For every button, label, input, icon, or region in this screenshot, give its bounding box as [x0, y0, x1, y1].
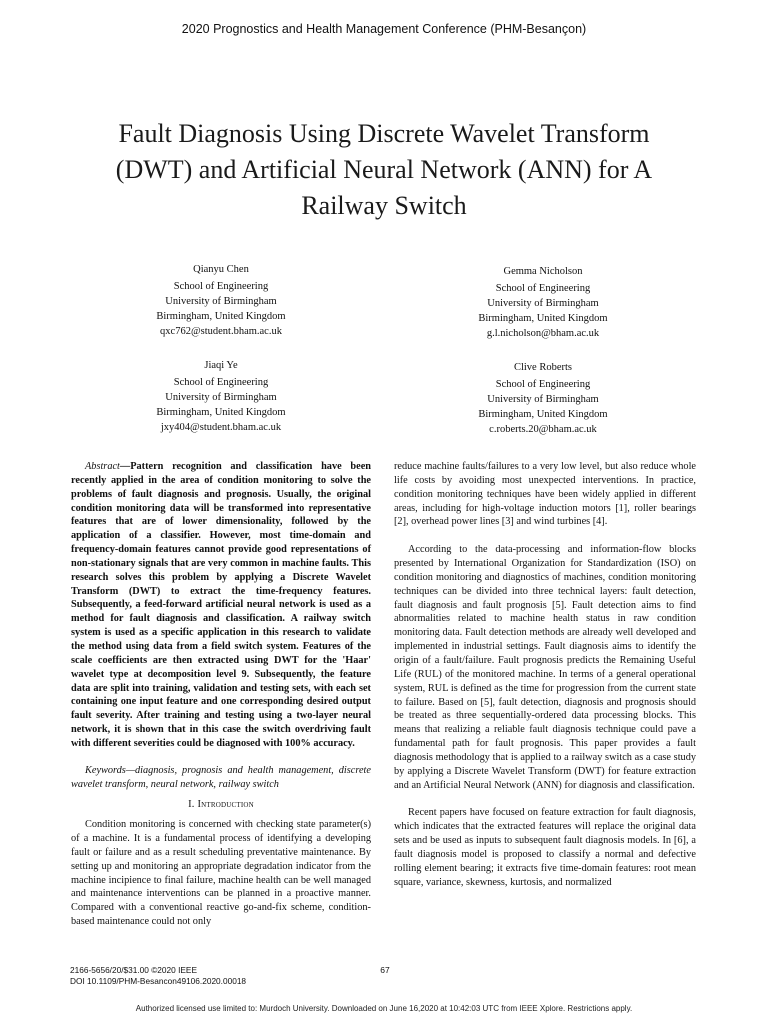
author-university: University of Birmingham: [487, 298, 599, 309]
author-university: University of Birmingham: [165, 296, 277, 307]
page-number: 67: [380, 965, 390, 975]
section-numeral: I.: [188, 799, 195, 811]
author-name: Clive Roberts: [513, 362, 573, 373]
author-block: [418, 264, 668, 341]
author-name: Jiaqi Ye: [204, 360, 238, 371]
author-location: Birmingham, United Kingdom: [156, 311, 286, 322]
title-line: Fault Diagnosis Using Discrete Wavelet Transform: [118, 119, 650, 148]
abstract-label: Abstract: [85, 461, 120, 472]
abstract-dash: —: [119, 461, 131, 472]
author-email: g.l.nicholson@bham.ac.uk: [486, 328, 600, 339]
author-email: qxc762@student.bham.ac.uk: [160, 326, 282, 337]
keywords: Keywords—diagnosis, prognosis and health management, discrete wavelet transform, neural network, railway switch: [71, 764, 371, 790]
right-column: [394, 460, 696, 889]
author-email: c.roberts.20@bham.ac.uk: [489, 424, 597, 435]
author-department: School of Engineering: [173, 377, 269, 388]
body-paragraph: reduce machine faults/failures to a very low level, but also reduce whole life costs by avoiding most unexpected interventions. In practice, condition monitoring techniques have been widely applied in different areas, including for high-voltage induction motors [1], roller bearings [2], overhead power lines [3] and wind turbines [4].: [394, 461, 696, 528]
abstract-text: Pattern recognition and classification have been recently applied in the area of condition monitoring to solve the problems of fault diagnosis and prognosis. Usually, the original condition monitoring data will be transformed into representative features that are of lower dimensionality, followed by the application of a classifier. However, most time-domain and frequency-domain features cannot provide good representations of non-stationary signals that are very common in machine faults. This research solves this problem by applying a Discrete Wavelet Transform (DWT) to extract the time-frequency features. Subsequently, a feed-forward artificial neural network is used as a method for fault diagnosis and classification. A railway switch system is used as a specific application in this research to validate the method using data from a field switch system. Features of the scale coefficients are then extracted using DWT for the 'Haar' wavelet type at decomposition level 9. Subsequently, the feature data are split into training, validation and testing sets, with each set containing one input feature and one corresponding desired output fault severity. After training and testing using a two-layer neural network, it is shown that in this case the switch overdriving fault with different severities could be diagnosed with 100% accuracy.: [71, 461, 371, 749]
author-department: School of Engineering: [173, 281, 269, 292]
author-email: jxy404@student.bham.ac.uk: [160, 422, 282, 433]
title-line: Railway Switch: [301, 191, 467, 220]
author-name: Gemma Nicholson: [503, 266, 583, 277]
body-paragraph: Condition monitoring is concerned with checking state parameter(s) of a machine. It is a fundamental process of identifying a developing fault or failure and as a result scheduling preventative maintenance. By setting up and monitoring an appropriate degradation indicator from the machine incipience to final failure, machine health can be well managed and maintenance interventions can be planned in a proactive manner. Compared with a conventional reactive go-and-fix scheme, condition-based maintenance could not only: [71, 819, 371, 928]
author-block: [96, 262, 346, 339]
section-title: Introduction: [197, 799, 254, 811]
author-department: School of Engineering: [495, 283, 591, 294]
license-notice: Authorized licensed use limited to: Murdoch University. Downloaded on June 16,2020 at 10:42:03 UTC from IEEE Xplore. Restrictions apply.: [135, 1004, 633, 1013]
author-location: Birmingham, United Kingdom: [478, 313, 608, 324]
author-department: School of Engineering: [495, 379, 591, 390]
abstract: [71, 460, 371, 751]
body-paragraph: Recent papers have focused on feature extraction for fault diagnosis, which indicates that the extracted features will replace the original data sets and be used as inputs to subsequent fault diagnosis models. In [6], a fault diagnosis model is proposed to classify a normal and defective rolling element bearing; it extracts five time-domain features: root mean square, variance, skewness, kurtosis, and normalized: [394, 807, 696, 888]
author-block: [418, 360, 668, 437]
left-column: [71, 460, 371, 929]
section-heading: [71, 798, 371, 812]
paper-title: [60, 116, 708, 224]
body-paragraph: According to the data-processing and information-flow blocks presented by International Organization for Standardization (ISO) on condition monitoring and diagnostics of machines, condition monitoring techniques can be divided into three technical layers: fault detection, fault diagnosis and fault prognosis [5]. Fault detection aims to find abnormalities related to machine health status in raw condition monitoring data. Fault detection methods are already well developed and implemented in industrial settings. Fault diagnosis aims to identify the origin of a fault/failure. Fault prognosis predicts the Remaining Useful Life (RUL) of the monitored machine. In terms of a general operational system, RUL is defined as the time for progression from the current state to failure. Based on [5], fault detection, diagnosis and prognosis should be treated as three sequentially-ordered data processing blocks. This means that realizing a reliable fault diagnosis technique could pave a fundamental path for fault prognosis. This paper provides a fault diagnosis methodology that is applied to a railway switch as a case study by applying a Discrete Wavelet Transform (DWT) for feature extraction and an Artificial Neural Network (ANN) for diagnosis and classification.: [394, 544, 696, 791]
footer-identifiers: [70, 965, 246, 987]
author-university: University of Birmingham: [487, 394, 599, 405]
author-block: [96, 358, 346, 435]
author-university: University of Birmingham: [165, 392, 277, 403]
doi-line: DOI 10.1109/PHM-Besancon49106.2020.00018: [70, 976, 247, 986]
author-name: Qianyu Chen: [193, 264, 249, 275]
issn-line: 2166-5656/20/$31.00 ©2020 IEEE: [70, 965, 197, 975]
title-line: (DWT) and Artificial Neural Network (ANN) for A: [115, 155, 653, 184]
author-location: Birmingham, United Kingdom: [478, 409, 608, 420]
conference-header: 2020 Prognostics and Health Management Conference (PHM-Besançon): [181, 22, 587, 36]
author-location: Birmingham, United Kingdom: [156, 407, 286, 418]
